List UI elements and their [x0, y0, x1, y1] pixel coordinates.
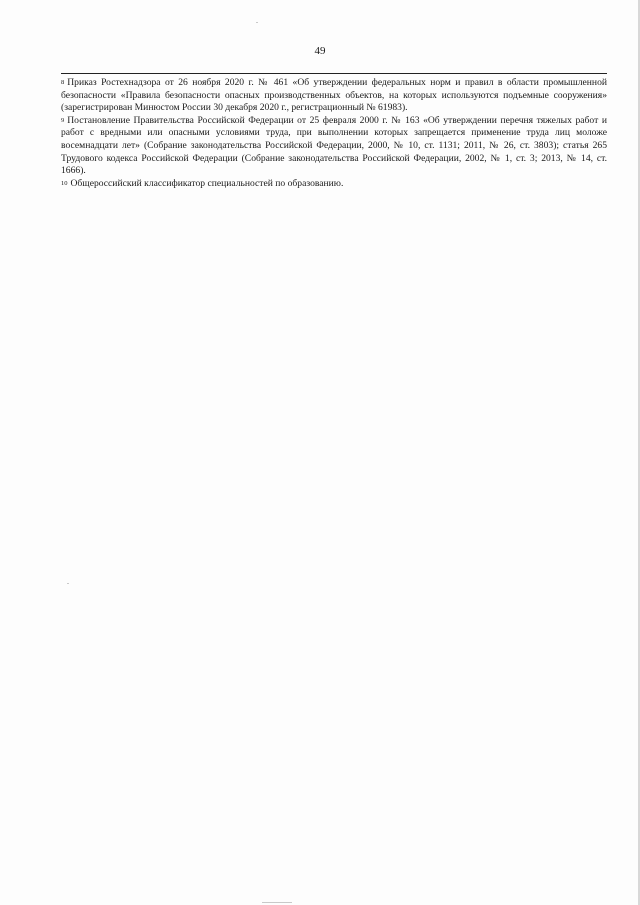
footnote-10	[61, 178, 607, 191]
footnote-text: Общероссийский классификатор специальностей по образованию.	[70, 177, 344, 189]
scan-speck	[256, 22, 258, 23]
page-number: 49	[314, 45, 326, 57]
footnotes-block	[61, 77, 607, 190]
footnote-mark: 9	[61, 116, 65, 124]
footnote-9	[61, 115, 607, 178]
footnote-mark: 8	[61, 79, 65, 86]
footnote-separator	[61, 73, 607, 74]
footnote-8	[61, 77, 607, 115]
footnote-text: Постановление Правительства Российской Федерации от 25 февраля 2000 г. № 163 «Об утверждении перечня тяжелых работ и работ с вредными или опасными условиями труда, при выполнении которых запрещается применение труда лиц моложе восемнадцати лет» (Собрание законодательства Российской Федерации, 2000, № 10, ст. 1131; 2011, № 26, ст. 3803); статья 265 Трудового кодекса Российской Федерации (Собрание законодательства Российской Федерации, 2002, № 1, ст. 3; 2013, № 14, ст. 1666).	[61, 114, 607, 177]
footnote-text: Приказ Ростехнадзора от 26 ноября 2020 г. № 461 «Об утверждении федеральных норм и правил в области промышленной безопасности «Правила безопасности опасных производственных объектов, на которых используются подъемные сооружения» (зарегистрирован Минюстом России 30 декабря 2020 г., регистрационный № 61983).	[61, 77, 607, 114]
footnote-mark: 10	[61, 179, 68, 187]
scan-speck	[67, 583, 69, 584]
scan-speck	[262, 902, 292, 903]
